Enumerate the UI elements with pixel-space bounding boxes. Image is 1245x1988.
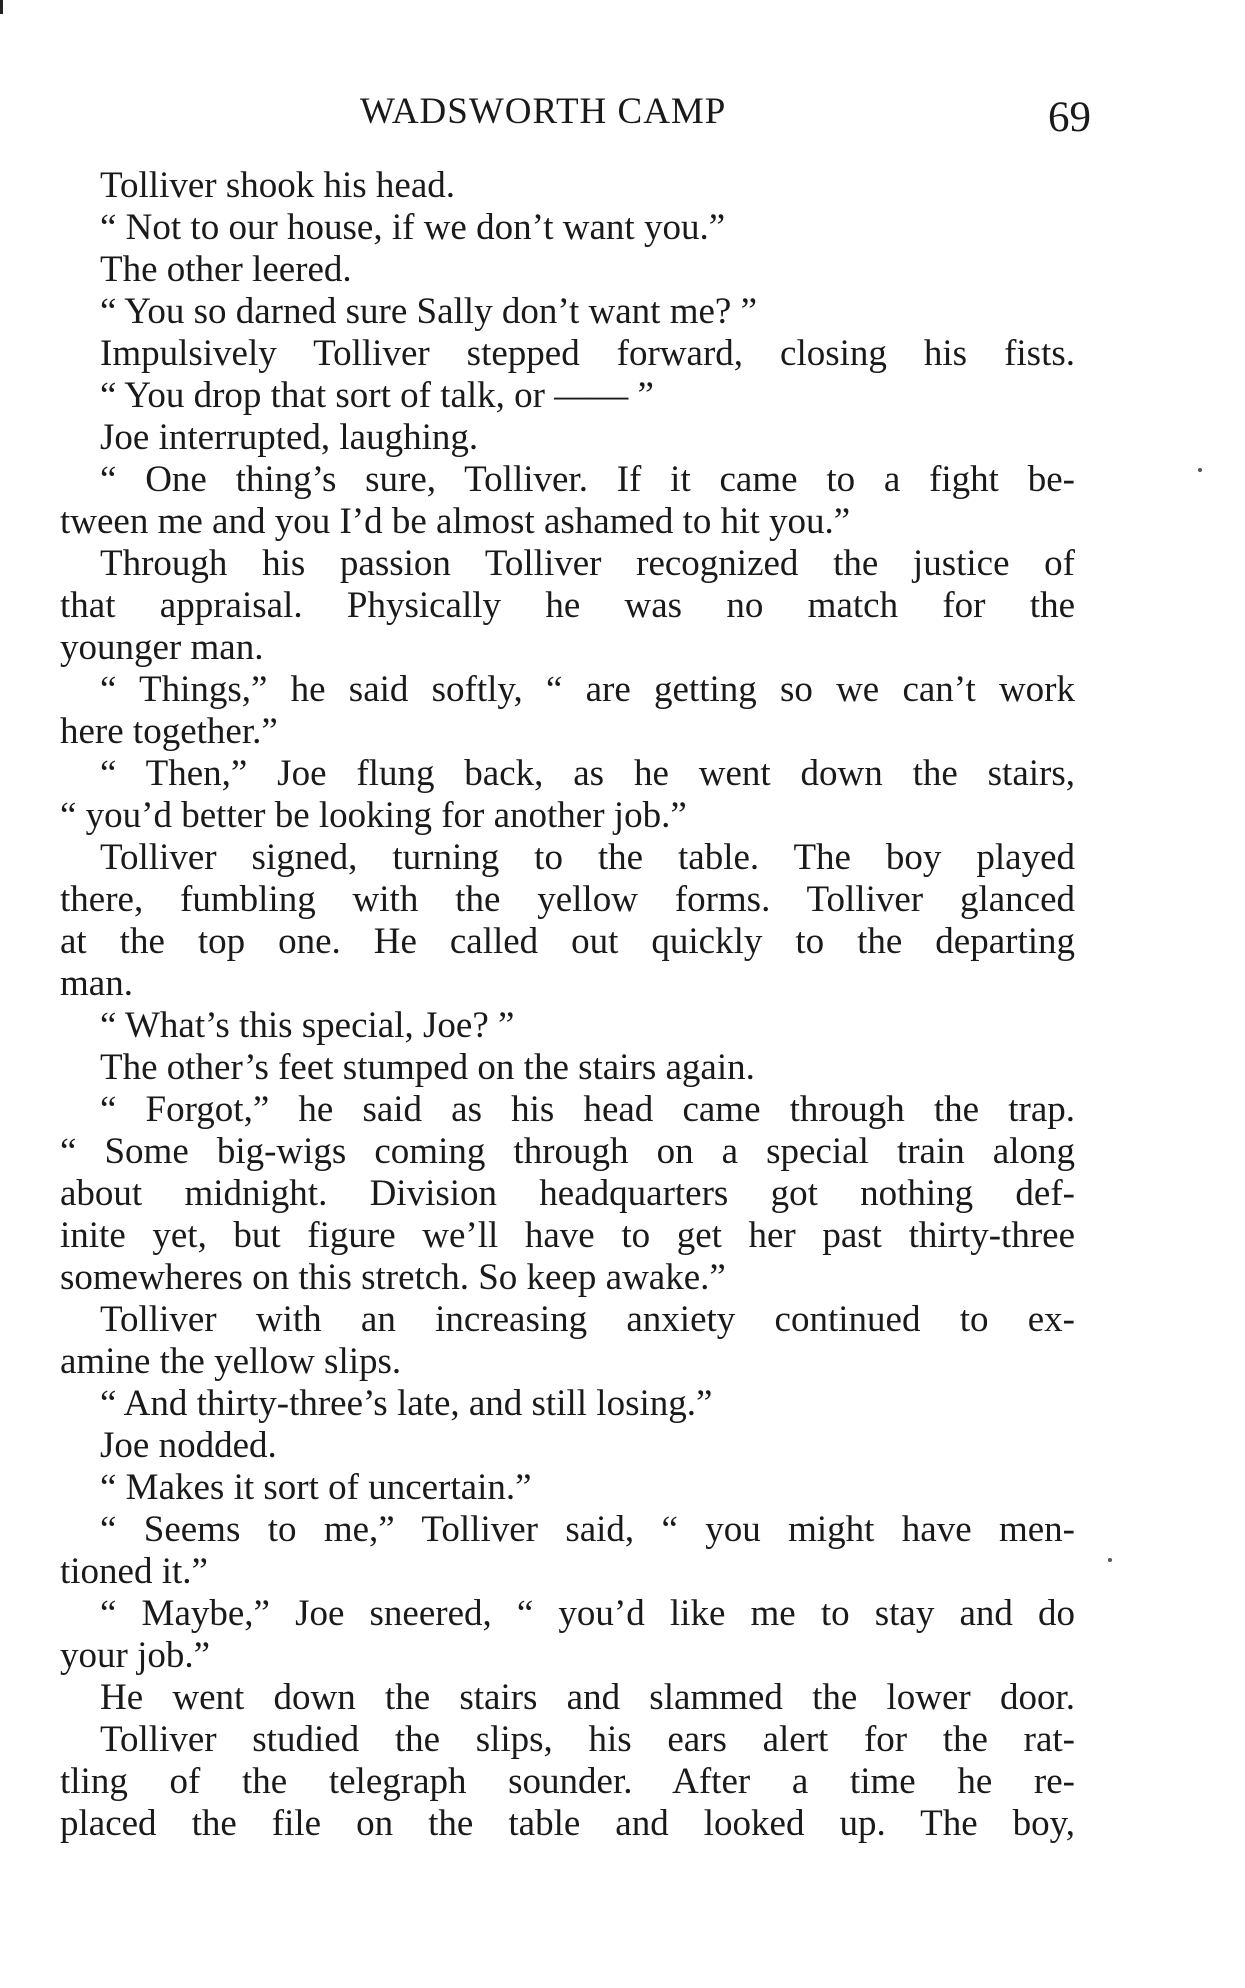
page-number: 69: [1048, 94, 1091, 141]
ink-speck: [1108, 1558, 1112, 1562]
text-line: “ Then,” Joe flung back, as he went down the stairs,: [100, 753, 1075, 794]
text-line: Tolliver studied the slips, his ears alert for the rat-: [100, 1719, 1075, 1760]
text-line: The other leered.: [100, 249, 352, 290]
text-line: Tolliver with an increasing anxiety continued to ex-: [100, 1299, 1075, 1340]
running-head: WADSWORTH CAMP: [360, 91, 727, 132]
text-line: “ You drop that sort of talk, or —— ”: [100, 375, 654, 416]
text-line: “ Not to our house, if we don’t want you.”: [100, 207, 726, 248]
text-line: tioned it.”: [60, 1551, 208, 1592]
text-line: here together.”: [60, 711, 278, 752]
text-line: He went down the stairs and slammed the lower door.: [100, 1677, 1075, 1718]
text-line: somewheres on this stretch. So keep awake.”: [60, 1257, 726, 1298]
edge-mark: [0, 0, 3, 14]
ink-speck: [1198, 468, 1202, 472]
text-line: “ you’d better be looking for another job.”: [60, 795, 687, 836]
text-line: placed the file on the table and looked up. The boy,: [60, 1803, 1075, 1844]
text-line: “ Makes it sort of uncertain.”: [100, 1467, 532, 1508]
text-line: “ You so darned sure Sally don’t want me? ”: [100, 291, 757, 332]
text-line: about midnight. Division headquarters got nothing def-: [60, 1173, 1075, 1214]
text-line: Through his passion Tolliver recognized the justice of: [100, 543, 1075, 584]
text-line: “ Some big-wigs coming through on a special train along: [60, 1131, 1075, 1172]
text-line: man.: [60, 963, 133, 1004]
text-line: Impulsively Tolliver stepped forward, closing his fists.: [100, 333, 1075, 374]
text-line: at the top one. He called out quickly to the departing: [60, 921, 1075, 962]
text-line: inite yet, but figure we’ll have to get her past thirty-three: [60, 1215, 1075, 1256]
text-line: Tolliver shook his head.: [100, 165, 456, 206]
text-line: “ What’s this special, Joe? ”: [100, 1005, 515, 1046]
text-line: tling of the telegraph sounder. After a time he re-: [60, 1761, 1075, 1802]
text-line: Joe nodded.: [100, 1425, 277, 1466]
text-line: “ Maybe,” Joe sneered, “ you’d like me to stay and do: [100, 1593, 1075, 1634]
text-line: “ Things,” he said softly, “ are getting so we can’t work: [100, 669, 1075, 710]
body-text: [60, 165, 1075, 1845]
text-line: tween me and you I’d be almost ashamed to hit you.”: [60, 501, 851, 542]
text-line: “ One thing’s sure, Tolliver. If it came to a fight be-: [100, 459, 1075, 500]
text-line: Joe interrupted, laughing.: [100, 417, 479, 458]
text-line: The other’s feet stumped on the stairs again.: [100, 1047, 755, 1088]
text-line: Tolliver signed, turning to the table. The boy played: [100, 837, 1075, 878]
text-line: “ Forgot,” he said as his head came through the trap.: [100, 1089, 1075, 1130]
text-line: there, fumbling with the yellow forms. Tolliver glanced: [60, 879, 1075, 920]
text-line: “ And thirty-three’s late, and still losing.”: [100, 1383, 713, 1424]
text-line: “ Seems to me,” Tolliver said, “ you might have men-: [100, 1509, 1075, 1550]
text-line: amine the yellow slips.: [60, 1341, 402, 1382]
text-line: younger man.: [60, 627, 264, 668]
text-line: your job.”: [60, 1635, 211, 1676]
text-line: that appraisal. Physically he was no match for the: [60, 585, 1075, 626]
